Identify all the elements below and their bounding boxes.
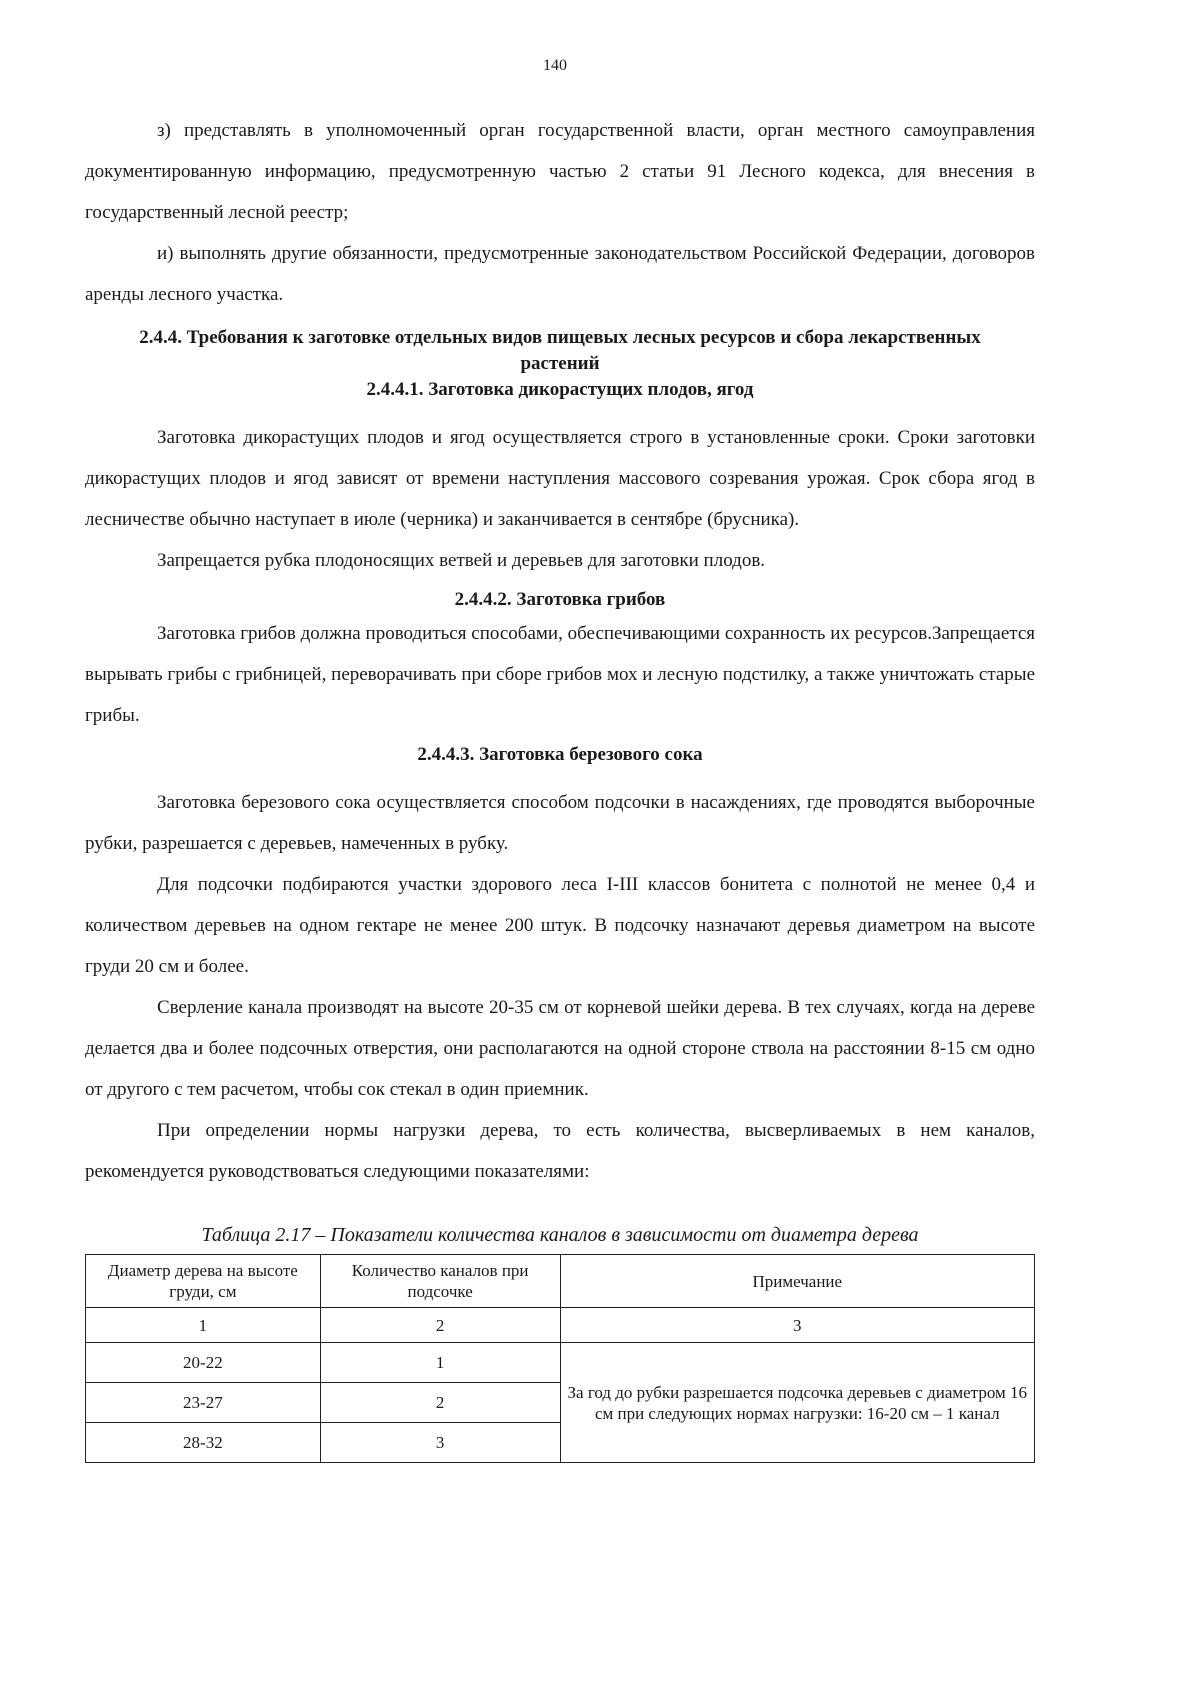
table-caption: Таблица 2.17 – Показатели количества каналов в зависимости от диаметра дерева xyxy=(201,1224,919,1246)
table-header-cell: Количество каналов при подсочке xyxy=(320,1255,560,1308)
table-cell: 2 xyxy=(320,1308,560,1343)
document-body xyxy=(85,110,1035,1463)
paragraph: Заготовка березового сока осуществляется способом подсочки в насаждениях, где проводятся выборочные рубки, разрешается с деревьев, намеченных в рубку. xyxy=(85,792,1035,854)
table-row xyxy=(86,1343,1035,1383)
table-header-cell: Диаметр дерева на высоте груди, см xyxy=(86,1255,321,1308)
paragraph: и) выполнять другие обязанности, предусмотренные законодательством Российской Федерации, договоров аренды лесного участка. xyxy=(85,243,1035,305)
table-column-numbers-row xyxy=(86,1308,1035,1343)
table-cell: 1 xyxy=(320,1343,560,1383)
table-cell: 3 xyxy=(560,1308,1034,1343)
subsection-heading: 2.4.4.2. Заготовка грибов xyxy=(454,589,666,610)
table-cell: 20-22 xyxy=(86,1343,321,1383)
subsection-heading: 2.4.4.1. Заготовка дикорастущих плодов, ягод xyxy=(366,379,754,400)
paragraph: з) представлять в уполномоченный орган государственной власти, орган местного самоуправления документированную информацию, предусмотренную частью 2 статьи 91 Лесного кодекса, для внесения в государственный лесной реестр; xyxy=(85,120,1035,223)
channels-table xyxy=(85,1254,1035,1463)
paragraph: Заготовка грибов должна проводиться способами, обеспечивающими сохранность их ресурсов.Запрещается вырывать грибы с грибницей, переворачивать при сборе грибов мох и лесную подстилку, а также уничтожать старые грибы. xyxy=(85,623,1035,726)
table-cell: 23-27 xyxy=(86,1383,321,1423)
subsection-heading: 2.4.4.3. Заготовка березового сока xyxy=(417,744,703,765)
table-cell: 1 xyxy=(86,1308,321,1343)
table-header-cell: Примечание xyxy=(560,1255,1034,1308)
table-cell: 2 xyxy=(320,1383,560,1423)
table-note-cell: За год до рубки разрешается подсочка деревьев с диаметром 16 см при следующих нормах нагрузки: 16-20 см – 1 канал xyxy=(560,1343,1034,1463)
section-heading: 2.4.4. Требования к заготовке отдельных видов пищевых лесных ресурсов и сбора лекарственных растений xyxy=(139,327,981,374)
paragraph: Для подсочки подбираются участки здорового леса I-III классов бонитета с полнотой не менее 0,4 и количеством деревьев на одном гектаре не менее 200 штук. В подсочку назначают деревья диаметром на высоте груди 20 см и более. xyxy=(85,874,1035,977)
paragraph: Заготовка дикорастущих плодов и ягод осуществляется строго в установленные сроки. Сроки заготовки дикорастущих плодов и ягод зависят от времени наступления массового созревания урожая. Срок сбора ягод в лесничестве обычно наступает в июле (черника) и заканчивается в сентябре (брусника). xyxy=(85,427,1035,530)
page-number: 140 xyxy=(543,57,567,74)
paragraph: Сверление канала производят на высоте 20-35 см от корневой шейки дерева. В тех случаях, когда на дереве делается два и более подсочных отверстия, они располагаются на одной стороне ствола на расстоянии 8-15 см одно от другого с тем расчетом, чтобы сок стекал в один приемник. xyxy=(85,997,1035,1100)
paragraph: При определении нормы нагрузки дерева, то есть количества, высверливаемых в нем каналов, рекомендуется руководствоваться следующими показателями: xyxy=(85,1120,1035,1182)
table-cell: 28-32 xyxy=(86,1423,321,1463)
table-header-row xyxy=(86,1255,1035,1308)
table-cell: 3 xyxy=(320,1423,560,1463)
paragraph: Запрещается рубка плодоносящих ветвей и деревьев для заготовки плодов. xyxy=(157,550,766,571)
